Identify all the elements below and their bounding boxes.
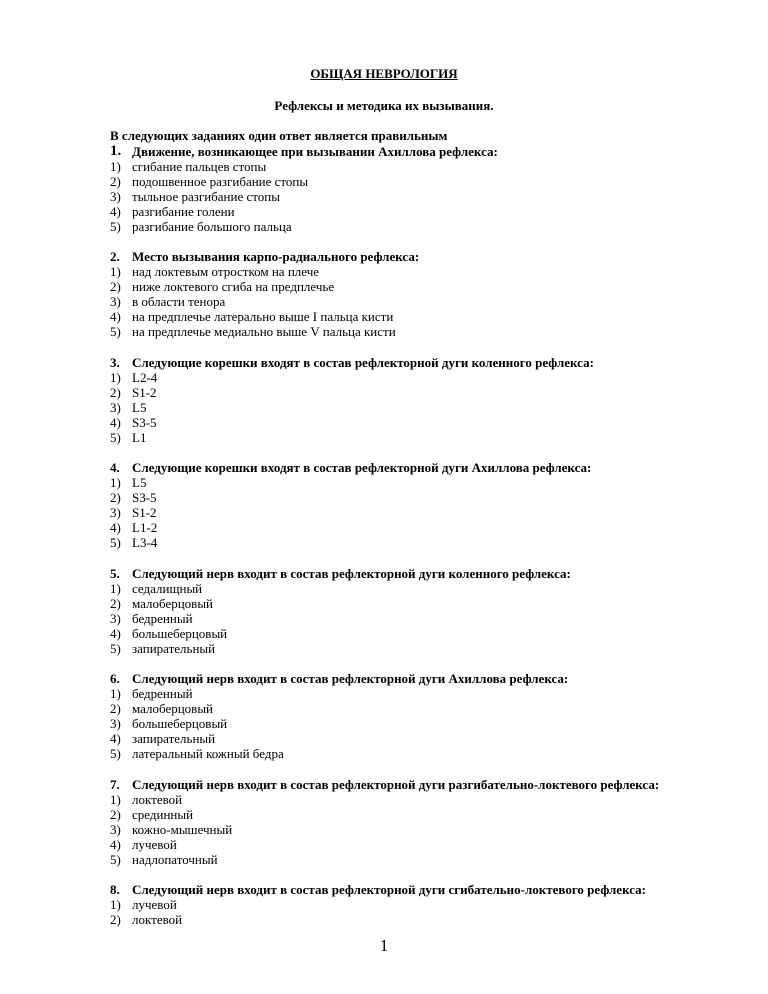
option-number: 2) — [110, 807, 121, 822]
option-number: 2) — [110, 912, 121, 927]
option-number: 1) — [110, 792, 121, 807]
question — [110, 671, 750, 761]
option-number: 3) — [110, 400, 121, 415]
option-text: локтевой — [132, 792, 183, 807]
answer-options — [110, 475, 750, 550]
question-number: 3. — [110, 355, 120, 370]
answer-option — [110, 701, 750, 716]
option-number: 2) — [110, 174, 121, 189]
option-text: S1-2 — [132, 505, 157, 520]
answer-option — [110, 792, 750, 807]
question-number: 2. — [110, 249, 120, 264]
option-number: 1) — [110, 264, 121, 279]
option-number: 2) — [110, 701, 121, 716]
question-number: 4. — [110, 460, 120, 475]
answer-option — [110, 746, 750, 761]
option-text: латеральный кожный бедра — [132, 746, 284, 761]
option-text: малоберцовый — [132, 596, 214, 611]
option-text: над локтевым отростком на плече — [132, 264, 320, 279]
question-heading — [110, 249, 750, 264]
option-number: 1) — [110, 159, 121, 174]
answer-options — [110, 581, 750, 656]
question-heading — [110, 671, 750, 686]
option-number: 3) — [110, 505, 121, 520]
option-number: 1) — [110, 581, 121, 596]
option-number: 3) — [110, 611, 121, 626]
answer-option — [110, 370, 750, 385]
answer-option — [110, 520, 750, 535]
answer-option — [110, 912, 750, 927]
question-text: Следующий нерв входит в состав рефлекторной дуги Ахиллова рефлекса: — [132, 671, 569, 686]
option-number: 5) — [110, 852, 121, 867]
answer-option — [110, 324, 750, 339]
answer-option — [110, 822, 750, 837]
option-text: кожно-мышечный — [132, 822, 233, 837]
answer-option — [110, 686, 750, 701]
option-text: запирательный — [132, 641, 216, 656]
question-heading — [110, 566, 750, 581]
answer-option — [110, 309, 750, 324]
question-text: Следующие корешки входят в состав рефлекторной дуги Ахиллова рефлекса: — [132, 460, 592, 475]
option-text: L2-4 — [132, 370, 158, 385]
answer-option — [110, 219, 750, 234]
option-number: 2) — [110, 279, 121, 294]
question-text: Место вызывания карпо-радиального рефлекса: — [132, 249, 420, 264]
option-text: малоберцовый — [132, 701, 214, 716]
question-heading — [110, 882, 750, 897]
question-number: 8. — [110, 882, 120, 897]
option-number: 4) — [110, 309, 121, 324]
option-number: 4) — [110, 731, 121, 746]
question — [110, 566, 750, 656]
option-number: 1) — [110, 686, 121, 701]
option-number: 1) — [110, 475, 121, 490]
question-number: 1. — [110, 143, 122, 159]
option-number: 5) — [110, 641, 121, 656]
option-text: лучевой — [132, 897, 177, 912]
answer-option — [110, 204, 750, 219]
option-text: S3-5 — [132, 490, 157, 505]
answer-option — [110, 400, 750, 415]
answer-option — [110, 596, 750, 611]
answer-option — [110, 279, 750, 294]
answer-option — [110, 731, 750, 746]
answer-options — [110, 370, 750, 445]
answer-options — [110, 792, 750, 867]
answer-option — [110, 641, 750, 656]
question-heading — [110, 355, 750, 370]
option-number: 3) — [110, 716, 121, 731]
option-text: большеберцовый — [132, 716, 228, 731]
question — [110, 777, 750, 867]
option-text: срединный — [132, 807, 194, 822]
answer-option — [110, 611, 750, 626]
answer-options — [110, 264, 750, 339]
option-number: 2) — [110, 490, 121, 505]
option-number: 5) — [110, 324, 121, 339]
answer-option — [110, 475, 750, 490]
answer-option — [110, 535, 750, 550]
question — [110, 249, 750, 339]
option-text: L1 — [132, 430, 147, 445]
question-text: Следующий нерв входит в состав рефлекторной дуги разгибательно-локтевого рефлекса: — [132, 777, 660, 792]
option-text: бедренный — [132, 611, 193, 626]
answer-option — [110, 505, 750, 520]
option-number: 5) — [110, 535, 121, 550]
option-text: ниже локтевого сгиба на предплечье — [132, 279, 335, 294]
answer-option — [110, 189, 750, 204]
option-number: 5) — [110, 430, 121, 445]
question-block — [110, 249, 750, 339]
option-text: надлопаточный — [132, 852, 218, 867]
option-number: 5) — [110, 219, 121, 234]
answer-option — [110, 159, 750, 174]
option-number: 4) — [110, 837, 121, 852]
question-block — [110, 566, 750, 656]
answer-option — [110, 626, 750, 641]
option-text: тыльное разгибание стопы — [132, 189, 280, 204]
option-number: 4) — [110, 415, 121, 430]
answer-option — [110, 837, 750, 852]
option-text: разгибание большого пальца — [132, 219, 292, 234]
question-heading — [110, 144, 750, 159]
question-block — [110, 882, 750, 927]
option-text: сгибание пальцев стопы — [132, 159, 267, 174]
document-title: ОБЩАЯ НЕВРОЛОГИЯ — [310, 66, 458, 81]
option-number: 4) — [110, 204, 121, 219]
option-text: L3-4 — [132, 535, 158, 550]
answer-option — [110, 264, 750, 279]
option-text: разгибание голени — [132, 204, 235, 219]
option-text: бедренный — [132, 686, 193, 701]
option-number: 2) — [110, 596, 121, 611]
option-number: 3) — [110, 189, 121, 204]
question-text: Следующие корешки входят в состав рефлекторной дуги коленного рефлекса: — [132, 355, 594, 370]
option-number: 2) — [110, 385, 121, 400]
option-number: 1) — [110, 370, 121, 385]
question-block — [110, 144, 750, 234]
answer-option — [110, 716, 750, 731]
question-block — [110, 671, 750, 761]
option-number: 3) — [110, 294, 121, 309]
option-number: 1) — [110, 897, 121, 912]
question-text: Следующий нерв входит в состав рефлекторной дуги сгибательно-локтевого рефлекса: — [132, 882, 647, 897]
answer-option — [110, 807, 750, 822]
question-number: 6. — [110, 671, 120, 686]
answer-option — [110, 430, 750, 445]
document-subtitle: Рефлексы и методика их вызывания. — [274, 98, 494, 113]
answer-options — [110, 897, 750, 927]
option-text: локтевой — [132, 912, 183, 927]
option-text: L5 — [132, 400, 147, 415]
option-text: в области тенора — [132, 294, 226, 309]
answer-option — [110, 174, 750, 189]
option-text: L1-2 — [132, 520, 158, 535]
option-text: L5 — [132, 475, 147, 490]
option-text: седалищный — [132, 581, 203, 596]
question-number: 7. — [110, 777, 120, 792]
question — [110, 882, 750, 927]
question-text: Следующий нерв входит в состав рефлекторной дуги коленного рефлекса: — [132, 566, 571, 581]
answer-options — [110, 686, 750, 761]
option-text: большеберцовый — [132, 626, 228, 641]
instruction-text: В следующих заданиях один ответ является правильным — [110, 128, 448, 143]
option-number: 4) — [110, 626, 121, 641]
answer-option — [110, 415, 750, 430]
question-heading — [110, 777, 750, 792]
answer-option — [110, 852, 750, 867]
question-text: Движение, возникающее при вызывании Ахиллова рефлекса: — [132, 144, 498, 159]
option-text: S1-2 — [132, 385, 157, 400]
option-text: лучевой — [132, 837, 177, 852]
option-text: на предплечье латерально выше I пальца кисти — [132, 309, 394, 324]
option-text: запирательный — [132, 731, 216, 746]
answer-options — [110, 159, 750, 234]
question-number: 5. — [110, 566, 120, 581]
question — [110, 144, 750, 234]
answer-option — [110, 294, 750, 309]
answer-option — [110, 385, 750, 400]
answer-option — [110, 897, 750, 912]
question-block — [110, 355, 750, 445]
option-text: S3-5 — [132, 415, 157, 430]
option-text: на предплечье медиально выше V пальца кисти — [132, 324, 396, 339]
answer-option — [110, 490, 750, 505]
option-number: 4) — [110, 520, 121, 535]
answer-option — [110, 581, 750, 596]
question — [110, 460, 750, 550]
option-number: 5) — [110, 746, 121, 761]
question-block — [110, 460, 750, 550]
option-text: подошвенное разгибание стопы — [132, 174, 309, 189]
page-number: 1 — [379, 936, 389, 955]
question-block — [110, 777, 750, 867]
option-number: 3) — [110, 822, 121, 837]
question-heading — [110, 460, 750, 475]
question — [110, 355, 750, 445]
